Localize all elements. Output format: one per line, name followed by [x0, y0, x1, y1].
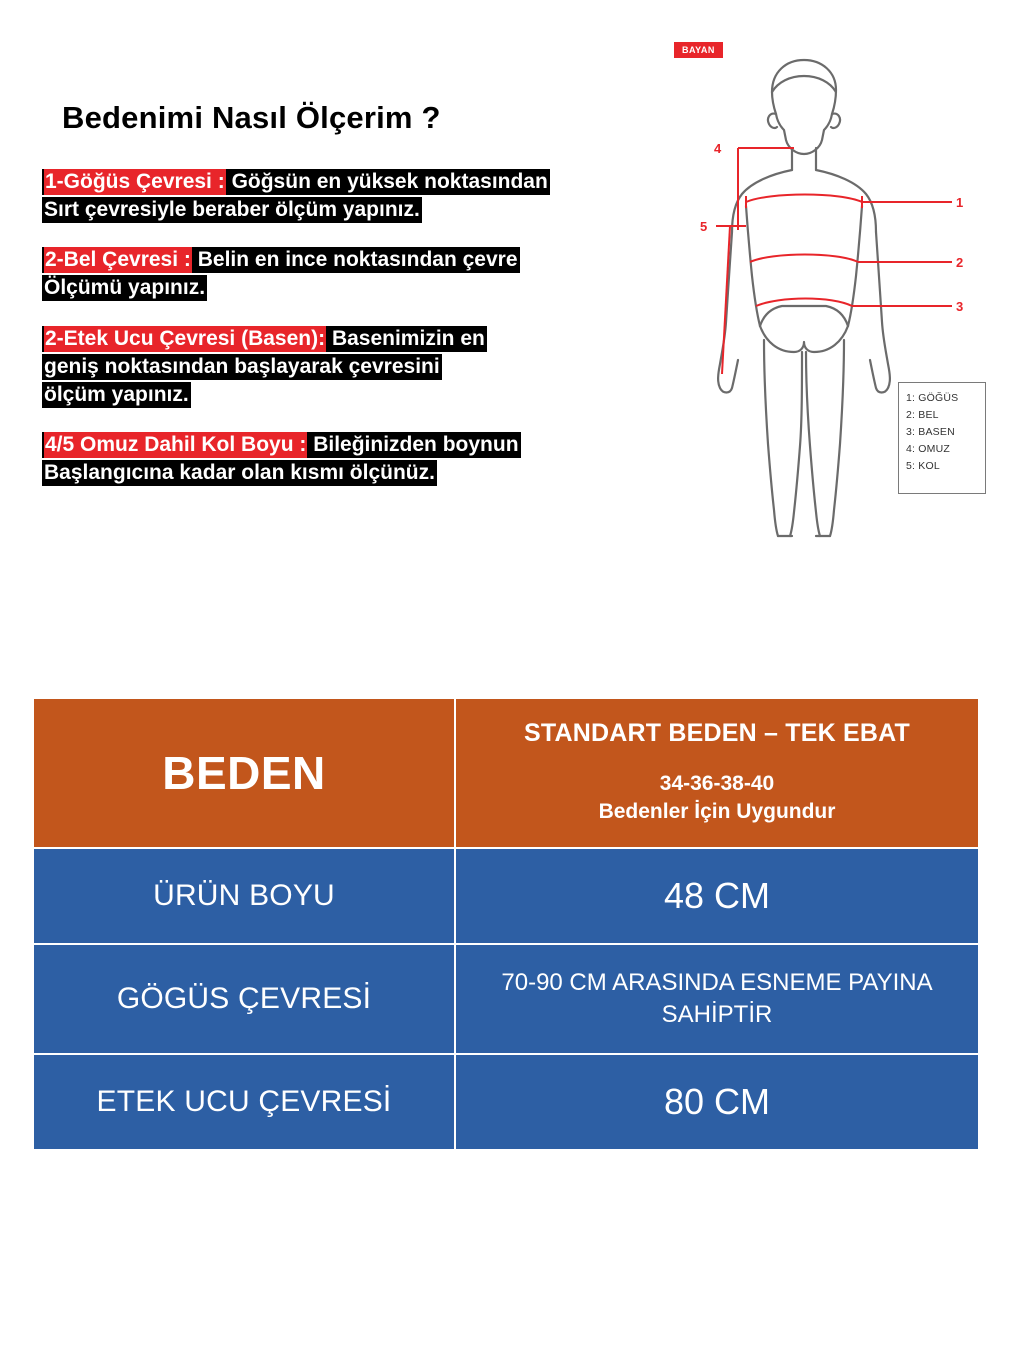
standart-sizes: 34-36-38-40 — [659, 772, 775, 795]
instruction-text: Basenimizin en — [326, 326, 485, 350]
table-row — [33, 944, 979, 1053]
page-title: Bedenimi Nasıl Ölçerim ? — [62, 100, 441, 135]
instruction-line — [42, 246, 662, 274]
marker-4: 4 — [714, 141, 722, 156]
instruction-term: 2-Bel Çevresi : — [45, 248, 191, 272]
figure-legend — [898, 382, 986, 494]
instruction-line — [42, 381, 662, 409]
instruction-text: Bileğinizden boynun — [307, 432, 519, 456]
marker-5: 5 — [700, 219, 708, 234]
instruction-text: ölçüm yapınız. — [44, 382, 189, 406]
table-row — [33, 1054, 979, 1150]
table-row — [33, 698, 979, 848]
marker-2: 2 — [956, 255, 964, 270]
row-label-etek-ucu-cevresi: ETEK UCU ÇEVRESİ — [33, 1054, 455, 1150]
marker-3: 3 — [956, 299, 964, 314]
instruction-line — [42, 431, 662, 459]
size-table — [32, 697, 980, 1151]
instruction-term: 4/5 Omuz Dahil Kol Boyu : — [45, 432, 307, 456]
marker-1: 1 — [956, 195, 964, 210]
table-header-standart — [455, 698, 979, 848]
instruction-text: Başlangıcına kadar olan kısmı ölçünüz. — [44, 461, 435, 484]
instruction-term: 2-Etek Ucu Çevresi (Basen): — [45, 326, 326, 350]
instruction-item — [42, 325, 662, 409]
instruction-line — [42, 168, 662, 196]
instruction-line — [42, 459, 662, 487]
standart-note: Bedenler İçin Uygundur — [598, 799, 836, 823]
instruction-text: Göğsün en yüksek noktasından — [225, 170, 548, 193]
instruction-item — [42, 168, 662, 224]
instruction-text: Ölçümü yapınız. — [44, 276, 206, 300]
table-row — [33, 848, 979, 944]
instruction-text: Sırt çevresiyle beraber ölçüm yapınız. — [44, 198, 420, 222]
row-label-urun-boyu: ÜRÜN BOYU — [33, 848, 455, 944]
row-label-gogus-cevresi: GÖGÜS ÇEVRESİ — [33, 944, 455, 1053]
instruction-line — [42, 353, 662, 381]
measurement-instructions — [42, 168, 662, 509]
legend-item: 2: BEL — [906, 409, 939, 421]
legend-item: 5: KOL — [906, 460, 940, 472]
instruction-line — [42, 325, 662, 353]
table-header-beden: BEDEN — [33, 698, 455, 848]
female-badge: BAYAN — [674, 42, 723, 58]
instruction-item — [42, 431, 662, 487]
instruction-item — [42, 246, 662, 302]
legend-item: 1: GÖĞÜS — [906, 392, 959, 404]
legend-item: 3: BASEN — [906, 426, 955, 438]
instruction-text: geniş noktasından başlayarak çevresini — [44, 354, 440, 378]
instruction-line — [42, 274, 662, 302]
instruction-text: Belin en ince noktasından çevre — [191, 248, 518, 272]
standart-title: STANDART BEDEN – TEK EBAT — [523, 719, 911, 747]
row-value-etek-ucu-cevresi: 80 CM — [455, 1054, 979, 1150]
row-value-gogus-cevresi: 70-90 CM ARASINDA ESNEME PAYINA SAHİPTİR — [455, 944, 979, 1053]
body-measurement-figure — [660, 30, 1000, 550]
instruction-term: 1-Göğüs Çevresi : — [45, 170, 225, 193]
row-value-urun-boyu: 48 CM — [455, 848, 979, 944]
legend-item: 4: OMUZ — [906, 443, 950, 455]
instruction-line — [42, 196, 662, 224]
